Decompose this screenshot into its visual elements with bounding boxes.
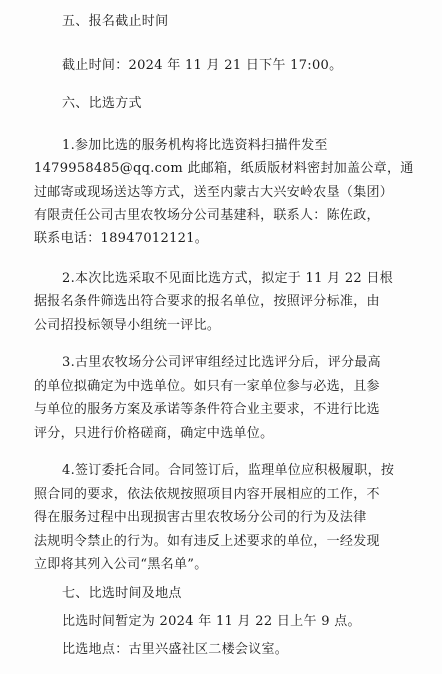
paragraph-1-line: 1479958485@qq.com 此邮箱，纸质版材料密封加盖公章，通 <box>34 161 414 176</box>
selection-time-text: 比选时间暂定为 2024 年 11 月 22 日上午 9 点。 <box>62 614 361 629</box>
paragraph-4-line: 4.签订委托合同。合同签订后，监理单位应积极履职，按 <box>62 463 395 478</box>
paragraph-1-line: 1.参加比选的服务机构将比选资料扫描件发至 <box>62 138 328 153</box>
paragraph-3-line: 评分，只进行价格磋商，确定中选单位。 <box>34 426 274 441</box>
paragraph-4-line: 法规明令禁止的行为。如有违反上述要求的单位，一经发现 <box>34 534 380 549</box>
paragraph-2-line: 据报名条件筛选出符合要求的报名单位，按照评分标准，由 <box>34 294 380 309</box>
paragraph-1-line: 有限责任公司古里农牧场分公司基建科，联系人：陈佐政， <box>34 208 380 223</box>
paragraph-4-line: 立即将其列入公司“黑名单”。 <box>34 557 208 572</box>
paragraph-3-line: 3.古里农牧场分公司评审组经过比选评分后，评分最高 <box>62 355 381 370</box>
paragraph-3-line: 的单位拟确定为中选单位。如只有一家单位参与必选，且参 <box>34 379 380 394</box>
paragraph-2-line: 2.本次比选采取不见面比选方式，拟定于 11 月 22 日根 <box>62 271 394 286</box>
section-heading-selection-method: 六、比选方式 <box>62 96 142 111</box>
paragraph-4-line: 照合同的要求，依法依规按照项目内容开展相应的工作，不 <box>34 487 380 502</box>
paragraph-3-line: 与单位的服务方案及承诺等条件符合业主要求，不进行比选 <box>34 402 380 417</box>
section-heading-registration-deadline: 五、报名截止时间 <box>62 14 169 29</box>
paragraph-1-line: 过邮寄或现场送达等方式，送至内蒙古大兴安岭农垦（集团） <box>34 185 394 200</box>
registration-deadline-text: 截止时间：2024 年 11 月 21 日下午 17:00。 <box>62 58 343 73</box>
paragraph-1-line: 联系电话：18947012121。 <box>34 231 209 246</box>
section-heading-selection-time-place: 七、比选时间及地点 <box>62 586 182 601</box>
paragraph-4-line: 得在服务过程中出现损害古里农牧场分公司的行为及法律 <box>34 510 367 525</box>
paragraph-2-line: 公司招投标领导小组统一评比。 <box>34 318 221 333</box>
selection-place-text: 比选地点：古里兴盛社区二楼会议室。 <box>62 642 289 657</box>
